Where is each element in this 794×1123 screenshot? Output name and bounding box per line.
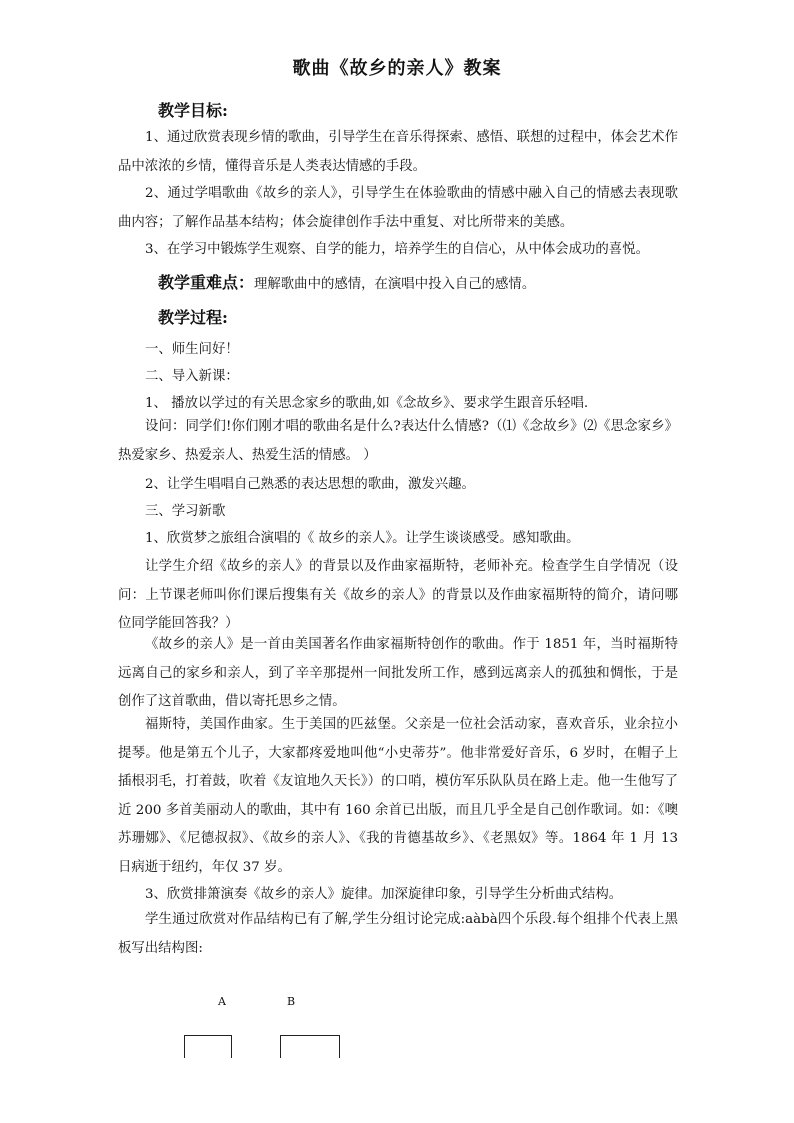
document-title: 歌曲《故乡的亲人》教案 [292,58,502,79]
key-points-section [158,270,535,293]
process-song-info: 《故乡的亲人》是一首由美国著名作曲家福斯特创作的歌曲。作于 1851 年，当时福斯特远离自己的家乡和亲人，到了辛辛那提州一间批发所工作，感到远离亲人的孤独和惆怅，于是创作了这首歌曲，借以寄托思乡之情。 [118,637,678,709]
process-question: 设问：同学们!你们刚才唱的歌曲名是什么?表达什么情感?（⑴《念故乡》⑵《思念家乡》 热爱家乡、热爱亲人、热爱生活的情感。 ） [118,419,678,463]
process-heading: 教学过程: [158,308,228,327]
key-points-heading: 教学重难点： [158,273,255,292]
process-step-new-song: 三、学习新歌 [145,504,226,519]
process-step-intro: 二、导入新课： [145,369,239,384]
structure-box-b [280,1035,340,1058]
key-points-text: 理解歌曲中的感情，在演唱中投入自己的感情。 [254,277,536,292]
goals-heading: 教学目标: [158,101,228,120]
process-background: 让学生介绍《故乡的亲人》的背景以及作曲家福斯特，老师补充。检查学生自学情况（设问：上节课老师叫你们课后搜集有关《故乡的亲人》的背景以及作曲家福斯特的简介，请问哪位同学能回答我？） [118,559,678,631]
process-step-greeting: 一、师生问好！ [145,342,239,357]
goal-1: 1、通过欣赏表现乡情的歌曲，引导学生在音乐得探索、感悟、联想的过程中，体会艺术作品中浓浓的乡情，懂得音乐是人类表达情感的手段。 [118,130,678,174]
goal-3: 3、在学习中锻炼学生观察、自学的能力，培养学生的自信心，从中体会成功的喜悦。 [145,242,649,257]
structure-box-a [184,1035,232,1058]
structure-label-a: A [218,995,226,1008]
structure-label-b: B [287,995,296,1008]
process-new-song-3: 3、欣赏排箫演奏《故乡的亲人》旋律。加深旋律印象，引导学生分析曲式结构。 [145,887,623,902]
process-intro-2: 2、让学生唱唱自己熟悉的表达思想的歌曲，激发兴趣。 [145,477,475,492]
process-structure: 学生通过欣赏对作品结构已有了解,学生分组讨论完成:aàbà四个乐段.每个组排个代表上黑板写出结构图: [118,912,678,956]
process-intro-1: 1、 播放以学过的有关思念家乡的歌曲,如《念故乡》、要求学生跟音乐轻唱. [145,396,589,411]
goal-2: 2、通过学唱歌曲《故乡的亲人》，引导学生在体验歌曲的情感中融入自己的情感去表现歌曲内容；了解作品基本结构；体会旋律创作手法中重复、对比所带来的美感。 [118,186,678,230]
process-new-song-1: 1、欣赏梦之旅组合演唱的《 故乡的亲人》。让学生谈谈感受。感知歌曲。 [145,531,580,546]
process-composer-info: 福斯特，美国作曲家。生于美国的匹兹堡。父亲是一位社会活动家，喜欢音乐，业余拉小提琴。他是第五个儿子，大家都疼爱地叫他“小史蒂芬”。他非常爱好音乐，6 岁时，在帽子上插根羽毛，打着鼓，吹着《友谊地久天长》）的口哨，模仿军乐队队员在路上走。他一生他写了近 200 多首美丽动人的歌曲，其中有 160 余首已出版，而且几乎全是自己创作歌词。如：《噢苏珊娜》、《尼德叔叔》、《故乡的亲人》、《我的肯德基故乡》、《老黑奴》等。1864 年 1 月 13 日病逝于纽约，年仅 37 岁。 [118,717,678,875]
